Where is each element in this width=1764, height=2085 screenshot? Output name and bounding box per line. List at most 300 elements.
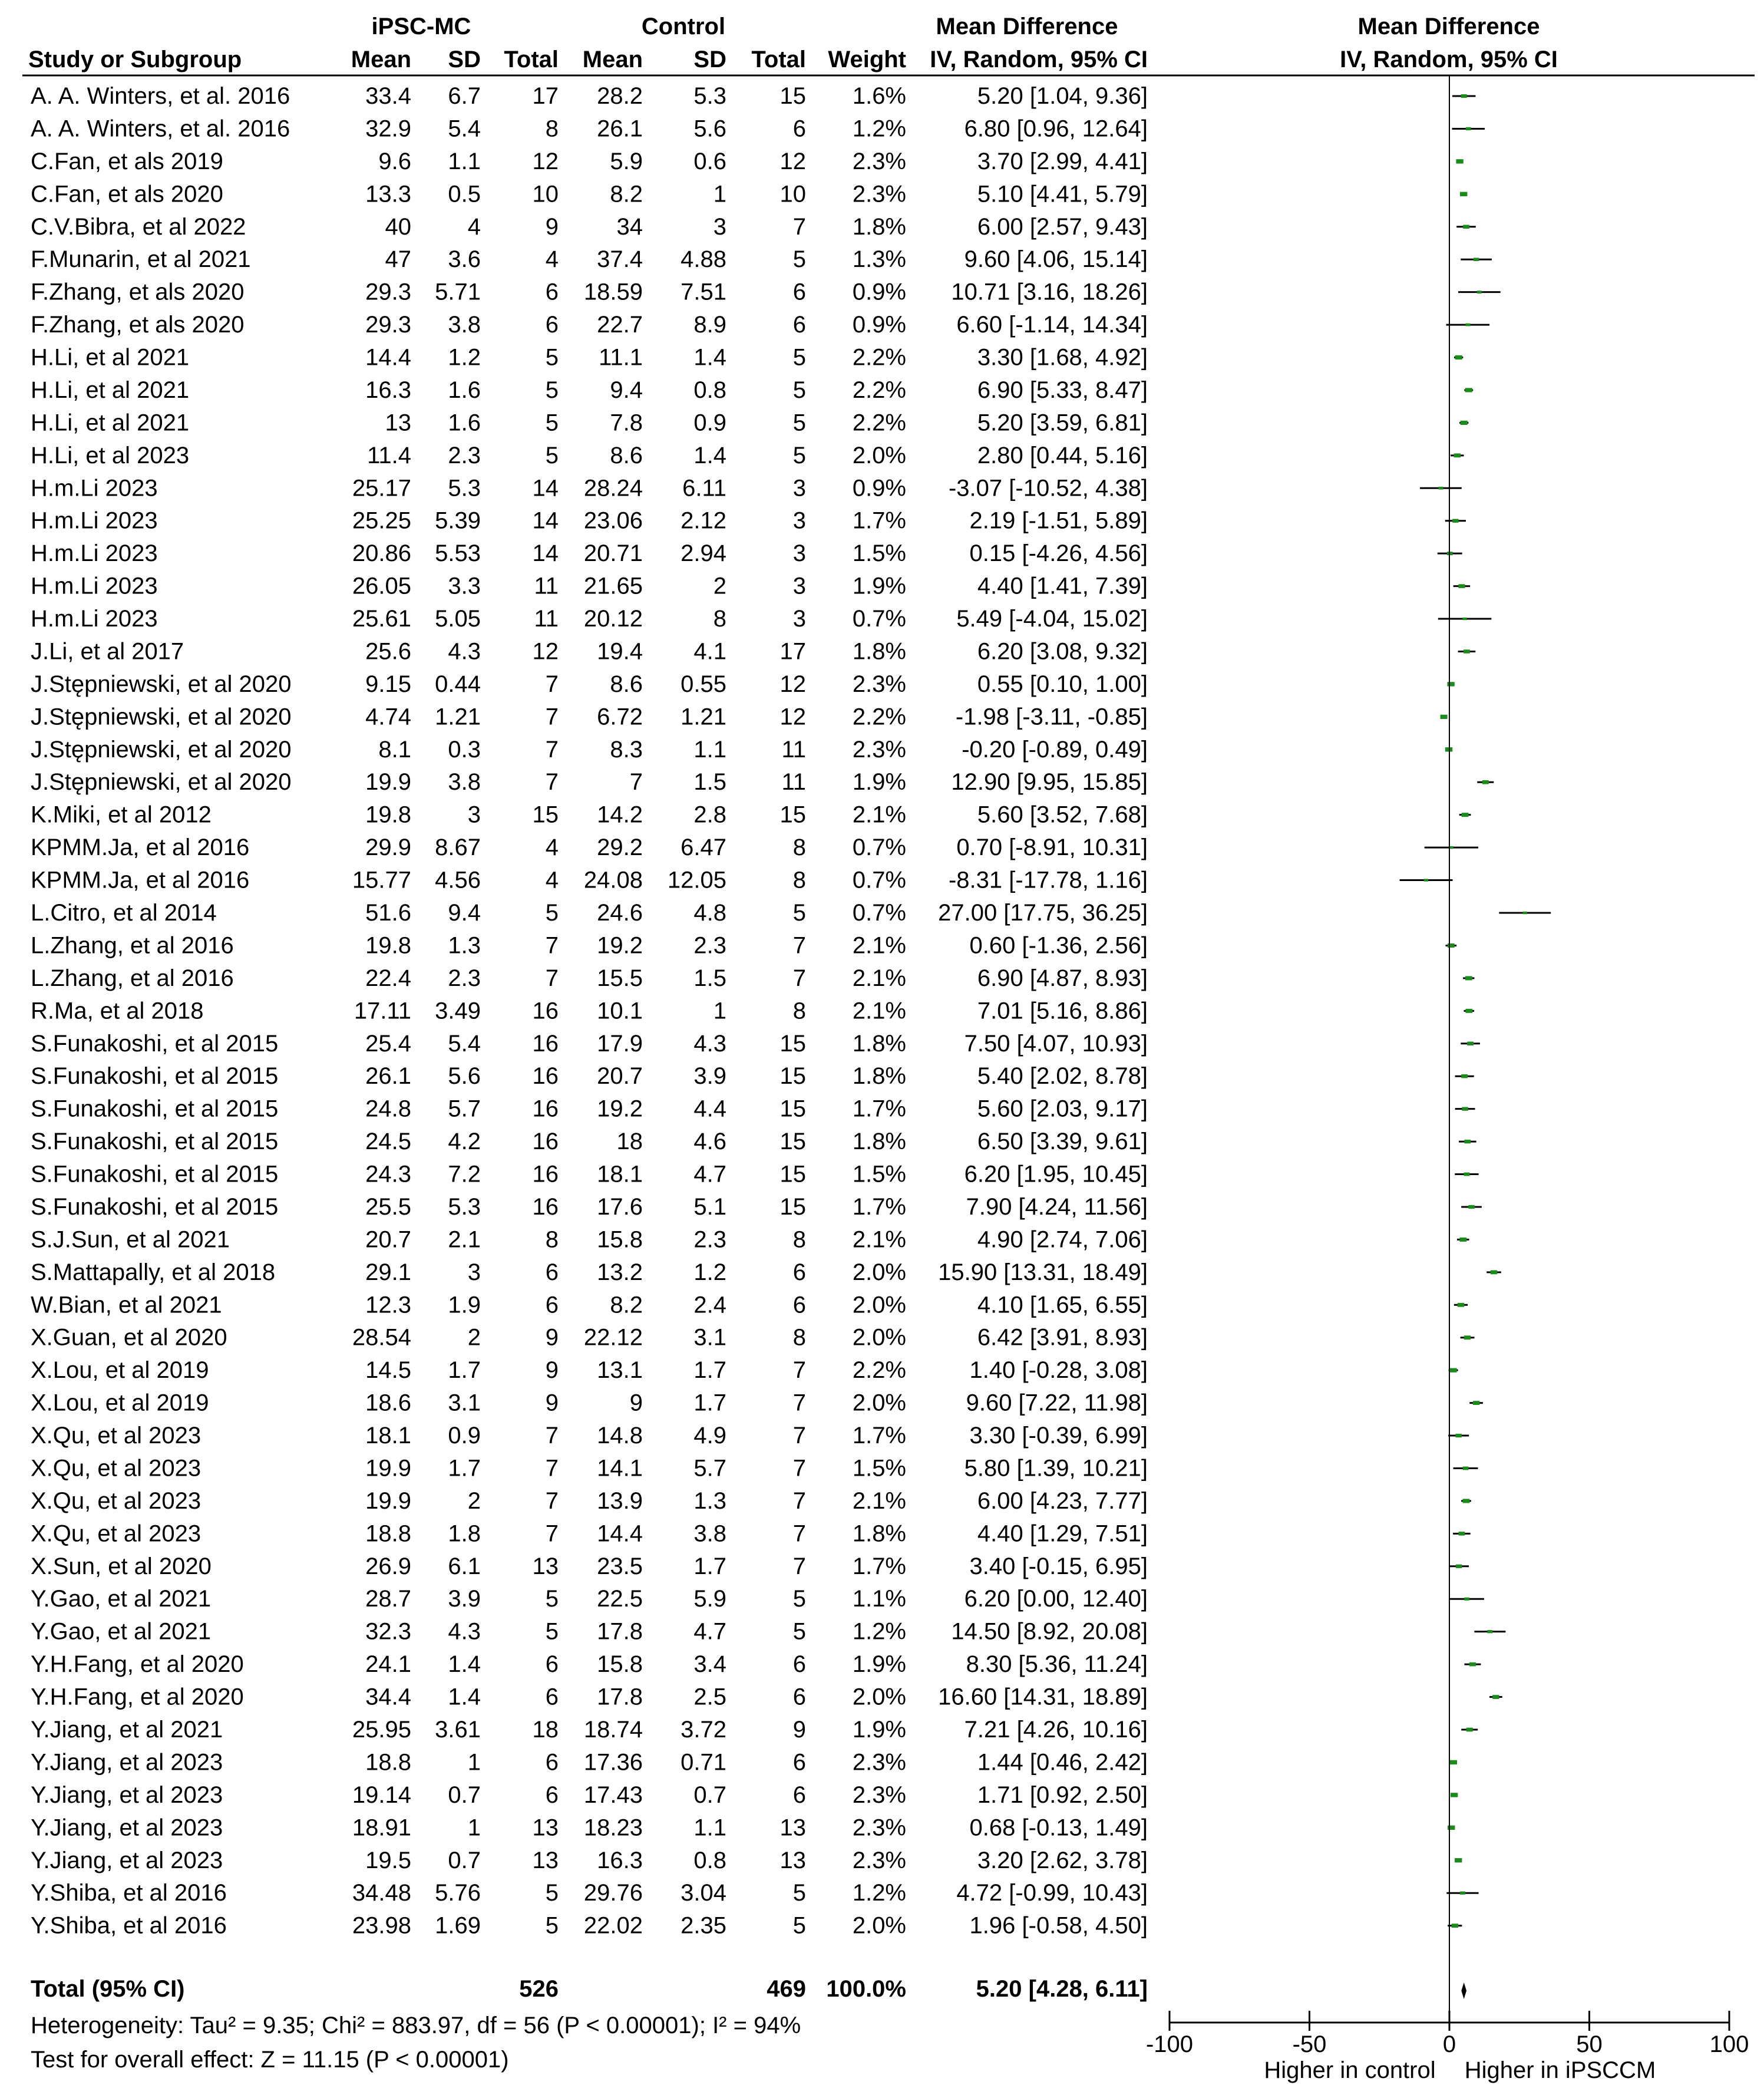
sd2-cell: 4.3	[693, 1030, 726, 1057]
study-name: J.Stępniewski, et al 2020	[31, 769, 292, 796]
weight-cell: 1.7%	[852, 507, 906, 534]
x-tick-label: 0	[1442, 2031, 1456, 2057]
total2-cell: 7	[792, 1520, 806, 1547]
mean1-cell: 25.6	[365, 638, 411, 665]
weight-cell: 1.2%	[852, 1880, 906, 1906]
total2-cell: 6	[792, 279, 806, 305]
point-estimate	[1452, 1924, 1458, 1928]
study-name: S.Funakoshi, et al 2015	[31, 1161, 279, 1187]
total1-cell: 13	[532, 1553, 559, 1579]
weight-cell: 2.0%	[852, 1292, 906, 1318]
total-n1: 526	[519, 1976, 559, 2002]
sd2-cell: 5.3	[693, 83, 726, 109]
sd2-cell: 2.4	[693, 1292, 726, 1318]
weight-cell: 2.3%	[852, 671, 906, 697]
sd1-cell: 1.1	[448, 148, 481, 174]
study-name: X.Sun, et al 2020	[31, 1553, 212, 1579]
total2-cell: 6	[792, 312, 806, 338]
mean2-cell: 23.06	[583, 507, 643, 534]
weight-cell: 2.3%	[852, 1782, 906, 1808]
mean2-cell: 7.8	[610, 410, 643, 436]
ci-cell: 9.60 [4.06, 15.14]	[964, 246, 1148, 273]
total2-cell: 8	[792, 867, 806, 893]
weight-cell: 1.5%	[852, 1161, 906, 1187]
mean1-cell: 25.25	[352, 507, 411, 534]
study-name: X.Qu, et al 2023	[31, 1520, 201, 1547]
sd2-cell: 1.4	[693, 442, 726, 469]
sd1-cell: 2.3	[448, 965, 481, 991]
mean1-cell: 14.4	[365, 344, 411, 371]
mean1-cell: 29.9	[365, 834, 411, 861]
total2-cell: 5	[792, 377, 806, 403]
ci-cell: 5.40 [2.02, 8.78]	[977, 1063, 1148, 1090]
total2-cell: 3	[792, 475, 806, 502]
study-name: Y.H.Fang, et al 2020	[31, 1684, 244, 1710]
sd1-cell: 1.6	[448, 377, 481, 403]
sd1-cell: 3.49	[435, 998, 481, 1024]
mean2-cell: 22.02	[583, 1912, 643, 1939]
mean1-cell: 13.3	[365, 181, 411, 207]
ci-cell: 7.90 [4.24, 11.56]	[966, 1193, 1148, 1220]
sd1-cell: 1.8	[448, 1520, 481, 1547]
weight-cell: 2.3%	[852, 181, 906, 207]
ci-cell: 0.15 [-4.26, 4.56]	[969, 540, 1148, 567]
study-name: S.Funakoshi, et al 2015	[31, 1063, 279, 1090]
total2-cell: 5	[792, 1618, 806, 1645]
total1-cell: 5	[545, 442, 559, 469]
study-name: H.Li, et al 2021	[31, 377, 190, 403]
x-tick-label: -50	[1292, 2031, 1327, 2057]
weight-cell: 2.2%	[852, 344, 906, 371]
sd2-cell: 4.7	[693, 1161, 726, 1187]
ci-cell: 0.70 [-8.91, 10.31]	[956, 834, 1148, 861]
total1-cell: 6	[545, 1651, 559, 1678]
weight-cell: 1.2%	[852, 1618, 906, 1645]
sd1-cell: 0.44	[435, 671, 481, 697]
sd2-cell: 6.11	[682, 475, 726, 502]
sd2-cell: 4.9	[693, 1423, 726, 1449]
sd2-cell: 1.5	[693, 769, 726, 796]
mean1-cell: 18.8	[365, 1749, 411, 1776]
ci-cell: 3.40 [-0.15, 6.95]	[969, 1553, 1148, 1579]
study-name: Y.Gao, et al 2021	[31, 1586, 212, 1612]
sd1-cell: 3.3	[448, 573, 481, 599]
study-name: S.Funakoshi, et al 2015	[31, 1193, 279, 1220]
study-name: H.m.Li 2023	[31, 507, 158, 534]
weight-cell: 1.9%	[852, 573, 906, 599]
sd2-cell: 3.1	[693, 1324, 726, 1351]
sd1-cell: 5.05	[435, 606, 481, 632]
mean2-cell: 15.5	[597, 965, 643, 991]
total1-cell: 4	[545, 867, 559, 893]
ci-cell: 5.60 [2.03, 9.17]	[977, 1096, 1148, 1122]
ci-cell: 5.80 [1.39, 10.21]	[964, 1455, 1148, 1482]
total2-cell: 13	[779, 1815, 806, 1841]
sd1-cell: 4.2	[448, 1129, 481, 1155]
weight-cell: 1.9%	[852, 1717, 906, 1743]
weight-cell: 2.2%	[852, 704, 906, 730]
total2-cell: 5	[792, 442, 806, 469]
total1-cell: 7	[545, 1487, 559, 1514]
total1-cell: 6	[545, 1749, 559, 1776]
sd1-cell: 3.9	[448, 1586, 481, 1612]
sd1-cell: 3.8	[448, 312, 481, 338]
sd2-cell: 1.3	[693, 1487, 726, 1514]
total1-cell: 12	[532, 638, 559, 665]
mean1-cell: 4.74	[365, 704, 411, 730]
point-estimate	[1523, 912, 1527, 914]
weight-cell: 1.8%	[852, 1520, 906, 1547]
study-name: C.Fan, et als 2019	[31, 148, 223, 174]
mean2-cell: 28.2	[597, 83, 643, 109]
mean2-cell: 13.2	[597, 1259, 643, 1285]
total2-cell: 11	[781, 736, 806, 763]
total1-cell: 14	[532, 540, 559, 567]
sd2-cell: 4.4	[693, 1096, 726, 1122]
sd1-cell: 5.4	[448, 1030, 481, 1057]
sd2-cell: 2	[713, 573, 726, 599]
total2-cell: 15	[779, 801, 806, 828]
total-weight: 100.0%	[826, 1976, 906, 2002]
mean2-cell: 19.2	[597, 932, 643, 959]
weight-cell: 2.0%	[852, 1324, 906, 1351]
sd1-cell: 3	[467, 801, 481, 828]
point-estimate	[1464, 1598, 1469, 1601]
pooled-diamond	[1461, 1982, 1466, 1999]
ci-cell: 0.68 [-0.13, 1.49]	[969, 1815, 1148, 1841]
col-weight-header: Weight	[828, 47, 906, 72]
study-name: H.Li, et al 2023	[31, 442, 190, 469]
ci-cell: 6.80 [0.96, 12.64]	[964, 116, 1148, 142]
point-estimate	[1468, 1205, 1474, 1209]
point-estimate	[1463, 1467, 1469, 1470]
weight-cell: 0.9%	[852, 312, 906, 338]
study-name: S.Funakoshi, et al 2015	[31, 1129, 279, 1155]
weight-cell: 2.3%	[852, 148, 906, 174]
point-estimate	[1474, 258, 1479, 260]
mean2-cell: 34	[616, 213, 643, 240]
total2-cell: 5	[792, 900, 806, 926]
weight-cell: 1.6%	[852, 83, 906, 109]
study-name: S.Funakoshi, et al 2015	[31, 1030, 279, 1057]
sd1-cell: 5.71	[435, 279, 481, 305]
study-name: H.m.Li 2023	[31, 475, 158, 502]
point-estimate	[1455, 1858, 1462, 1862]
mean2-cell: 8.2	[610, 181, 643, 207]
total2-cell: 5	[792, 246, 806, 273]
total1-cell: 11	[534, 573, 559, 599]
study-name: H.m.Li 2023	[31, 540, 158, 567]
sd2-cell: 4.7	[693, 1618, 726, 1645]
point-estimate	[1469, 1662, 1476, 1667]
weight-cell: 2.1%	[852, 801, 906, 828]
sd1-cell: 6.7	[448, 83, 481, 109]
study-name: Y.Gao, et al 2021	[31, 1618, 212, 1645]
sd2-cell: 5.7	[693, 1455, 726, 1482]
mean1-cell: 18.6	[365, 1390, 411, 1416]
mean2-cell: 21.65	[583, 573, 643, 599]
total1-cell: 6	[545, 279, 559, 305]
mean1-cell: 25.17	[352, 475, 411, 502]
total2-cell: 13	[779, 1847, 806, 1873]
md-header: Mean Difference	[936, 14, 1118, 39]
total2-cell: 8	[792, 834, 806, 861]
ci-cell: 6.50 [3.39, 9.61]	[977, 1129, 1148, 1155]
study-rows	[31, 83, 1551, 1999]
study-name: K.Miki, et al 2012	[31, 801, 212, 828]
sd2-cell: 4.8	[693, 900, 726, 926]
study-name: F.Munarin, et al 2021	[31, 246, 251, 273]
sd2-cell: 8.9	[693, 312, 726, 338]
ci-cell: 6.00 [4.23, 7.77]	[977, 1487, 1148, 1514]
col-sd2-header: SD	[693, 47, 726, 72]
total2-cell: 15	[779, 1193, 806, 1220]
mean1-cell: 34.48	[352, 1880, 411, 1906]
mean1-cell: 32.3	[365, 1618, 411, 1645]
total-ci: 5.20 [4.28, 6.11]	[976, 1976, 1148, 2002]
sd2-cell: 3.72	[681, 1717, 726, 1743]
study-name: X.Lou, et al 2019	[31, 1390, 209, 1416]
total2-cell: 7	[792, 213, 806, 240]
study-name: C.V.Bibra, et al 2022	[31, 213, 246, 240]
weight-cell: 1.3%	[852, 246, 906, 273]
total1-cell: 16	[532, 1193, 559, 1220]
total-n2: 469	[767, 1976, 806, 2002]
sd2-cell: 5.1	[693, 1193, 726, 1220]
total2-cell: 12	[779, 148, 806, 174]
sd1-cell: 3.1	[448, 1390, 481, 1416]
total2-cell: 5	[792, 1586, 806, 1612]
point-estimate	[1463, 225, 1469, 229]
mean2-cell: 18	[616, 1129, 643, 1155]
mean1-cell: 20.7	[365, 1226, 411, 1253]
weight-cell: 0.9%	[852, 279, 906, 305]
mean1-cell: 18.8	[365, 1520, 411, 1547]
sd1-cell: 2.1	[448, 1226, 481, 1253]
ci-cell: 16.60 [14.31, 18.89]	[938, 1684, 1148, 1710]
total1-cell: 5	[545, 1586, 559, 1612]
group2-header: Control	[641, 14, 726, 39]
total1-cell: 17	[532, 83, 559, 109]
col-mean1-header: Mean	[351, 47, 411, 72]
sd2-cell: 2.3	[693, 932, 726, 959]
sd1-cell: 5.53	[435, 540, 481, 567]
mean1-cell: 11.4	[367, 442, 411, 469]
point-estimate	[1455, 1434, 1461, 1437]
mean2-cell: 28.24	[583, 475, 643, 502]
ci-cell: 3.70 [2.99, 4.41]	[977, 148, 1148, 174]
total1-cell: 16	[532, 1063, 559, 1090]
study-name: F.Zhang, et als 2020	[31, 312, 245, 338]
sd1-cell: 1	[467, 1815, 481, 1841]
mean2-cell: 17.43	[583, 1782, 643, 1808]
total2-cell: 6	[792, 1259, 806, 1285]
sd2-cell: 5.9	[693, 1586, 726, 1612]
total2-cell: 7	[792, 1390, 806, 1416]
sd1-cell: 8.67	[435, 834, 481, 861]
sd2-cell: 4.6	[693, 1129, 726, 1155]
ci-cell: 15.90 [13.31, 18.49]	[938, 1259, 1148, 1285]
total2-cell: 15	[779, 1161, 806, 1187]
point-estimate	[1462, 813, 1469, 817]
total1-cell: 7	[545, 1423, 559, 1449]
total2-cell: 3	[792, 507, 806, 534]
study-name: S.Mattapally, et al 2018	[31, 1259, 276, 1285]
ci-cell: 6.90 [5.33, 8.47]	[977, 377, 1148, 403]
total1-cell: 5	[545, 1912, 559, 1939]
weight-cell: 0.9%	[852, 475, 906, 502]
mean2-cell: 17.6	[597, 1193, 643, 1220]
study-name: H.Li, et al 2021	[31, 410, 190, 436]
total2-cell: 17	[779, 638, 806, 665]
mean2-cell: 23.5	[597, 1553, 643, 1579]
total2-cell: 15	[779, 1063, 806, 1090]
ci-cell: 10.71 [3.16, 18.26]	[951, 279, 1148, 305]
sd1-cell: 1.6	[448, 410, 481, 436]
total1-cell: 14	[532, 475, 559, 502]
sd2-cell: 2.3	[693, 1226, 726, 1253]
sd1-cell: 5.7	[448, 1096, 481, 1122]
plot-header: Mean Difference	[1357, 14, 1540, 39]
total1-cell: 9	[545, 213, 559, 240]
mean1-cell: 13	[385, 410, 411, 436]
point-estimate	[1464, 649, 1470, 653]
total1-cell: 16	[532, 1161, 559, 1187]
weight-cell: 0.7%	[852, 867, 906, 893]
mean1-cell: 19.8	[365, 932, 411, 959]
weight-cell: 2.2%	[852, 1357, 906, 1384]
mean2-cell: 9.4	[610, 377, 643, 403]
x-axis	[1146, 75, 1749, 2057]
mean1-cell: 24.3	[365, 1161, 411, 1187]
total1-cell: 9	[545, 1390, 559, 1416]
total2-cell: 6	[792, 1749, 806, 1776]
point-estimate	[1466, 1728, 1473, 1732]
point-estimate	[1482, 780, 1489, 784]
study-name: H.m.Li 2023	[31, 573, 158, 599]
study-name: H.Li, et al 2021	[31, 344, 190, 371]
mean1-cell: 19.9	[365, 769, 411, 796]
sd2-cell: 5.6	[693, 116, 726, 142]
study-name: J.Stępniewski, et al 2020	[31, 671, 292, 697]
sd2-cell: 1.7	[693, 1390, 726, 1416]
sd2-cell: 0.6	[693, 148, 726, 174]
point-estimate	[1459, 1532, 1465, 1535]
ci-cell: 6.00 [2.57, 9.43]	[977, 213, 1148, 240]
point-estimate	[1458, 1303, 1464, 1307]
ci-cell: 4.40 [1.41, 7.39]	[977, 573, 1148, 599]
point-estimate	[1458, 584, 1465, 588]
col-total2-header: Total	[751, 47, 806, 72]
sd1-cell: 0.9	[448, 1423, 481, 1449]
study-name: X.Qu, et al 2023	[31, 1423, 201, 1449]
sd1-cell: 5.6	[448, 1063, 481, 1090]
study-name: X.Qu, et al 2023	[31, 1487, 201, 1514]
sd2-cell: 3.04	[681, 1880, 726, 1906]
mean1-cell: 26.05	[352, 573, 411, 599]
mean1-cell: 19.9	[365, 1487, 411, 1514]
ci-cell: 9.60 [7.22, 11.98]	[966, 1390, 1148, 1416]
sd1-cell: 4.3	[448, 1618, 481, 1645]
sd2-cell: 1.4	[693, 344, 726, 371]
total1-cell: 9	[545, 1357, 559, 1384]
mean2-cell: 8.2	[610, 1292, 643, 1318]
mean1-cell: 24.5	[365, 1129, 411, 1155]
sd1-cell: 5.3	[448, 1193, 481, 1220]
mean2-cell: 17.36	[583, 1749, 643, 1776]
point-estimate	[1464, 1335, 1471, 1340]
total2-cell: 7	[792, 1487, 806, 1514]
point-estimate	[1460, 1892, 1465, 1895]
ci-cell: 3.30 [-0.39, 6.99]	[969, 1423, 1148, 1449]
study-name: J.Stępniewski, et al 2020	[31, 704, 292, 730]
sd2-cell: 7.51	[681, 279, 726, 305]
ci-cell: 5.60 [3.52, 7.68]	[977, 801, 1148, 828]
study-name: S.Funakoshi, et al 2015	[31, 1096, 279, 1122]
hint-right: Higher in iPSCCM	[1464, 2057, 1656, 2083]
study-name: F.Zhang, et als 2020	[31, 279, 245, 305]
weight-cell: 1.5%	[852, 1455, 906, 1482]
mean2-cell: 29.2	[597, 834, 643, 861]
sd1-cell: 0.3	[448, 736, 481, 763]
weight-cell: 2.3%	[852, 1847, 906, 1873]
weight-cell: 2.0%	[852, 1390, 906, 1416]
weight-cell: 2.0%	[852, 442, 906, 469]
mean2-cell: 16.3	[597, 1847, 643, 1873]
sd2-cell: 2.5	[693, 1684, 726, 1710]
total1-cell: 6	[545, 1782, 559, 1808]
total1-cell: 7	[545, 932, 559, 959]
total2-cell: 7	[792, 1423, 806, 1449]
total2-cell: 5	[792, 410, 806, 436]
total1-cell: 4	[545, 246, 559, 273]
mean2-cell: 22.12	[583, 1324, 643, 1351]
mean2-cell: 7	[629, 769, 643, 796]
sd1-cell: 1.7	[448, 1357, 481, 1384]
total2-cell: 8	[792, 1324, 806, 1351]
study-name: A. A. Winters, et al. 2016	[31, 116, 290, 142]
point-estimate	[1451, 1793, 1458, 1797]
mean2-cell: 9	[629, 1390, 643, 1416]
sd2-cell: 1	[713, 998, 726, 1024]
total1-cell: 13	[532, 1847, 559, 1873]
mean1-cell: 15.77	[352, 867, 411, 893]
sd1-cell: 9.4	[448, 900, 481, 926]
total1-cell: 7	[545, 1455, 559, 1482]
sd2-cell: 8	[713, 606, 726, 632]
point-estimate	[1462, 618, 1466, 620]
total2-cell: 11	[781, 769, 806, 796]
ci-cell: 12.90 [9.95, 15.85]	[951, 769, 1148, 796]
mean1-cell: 29.3	[365, 279, 411, 305]
mean1-cell: 47	[385, 246, 411, 273]
weight-cell: 1.2%	[852, 116, 906, 142]
sd1-cell: 1.3	[448, 932, 481, 959]
study-name: L.Zhang, et al 2016	[31, 965, 234, 991]
sd1-cell: 5.76	[435, 1880, 481, 1906]
mean1-cell: 9.15	[365, 671, 411, 697]
mean1-cell: 19.14	[352, 1782, 411, 1808]
mean2-cell: 22.5	[597, 1586, 643, 1612]
weight-cell: 1.8%	[852, 213, 906, 240]
sd2-cell: 0.71	[681, 1749, 726, 1776]
total1-cell: 16	[532, 1129, 559, 1155]
study-name: A. A. Winters, et al. 2016	[31, 83, 290, 109]
sd1-cell: 2	[467, 1324, 481, 1351]
total1-cell: 5	[545, 900, 559, 926]
total2-cell: 6	[792, 1651, 806, 1678]
mean2-cell: 19.4	[597, 638, 643, 665]
